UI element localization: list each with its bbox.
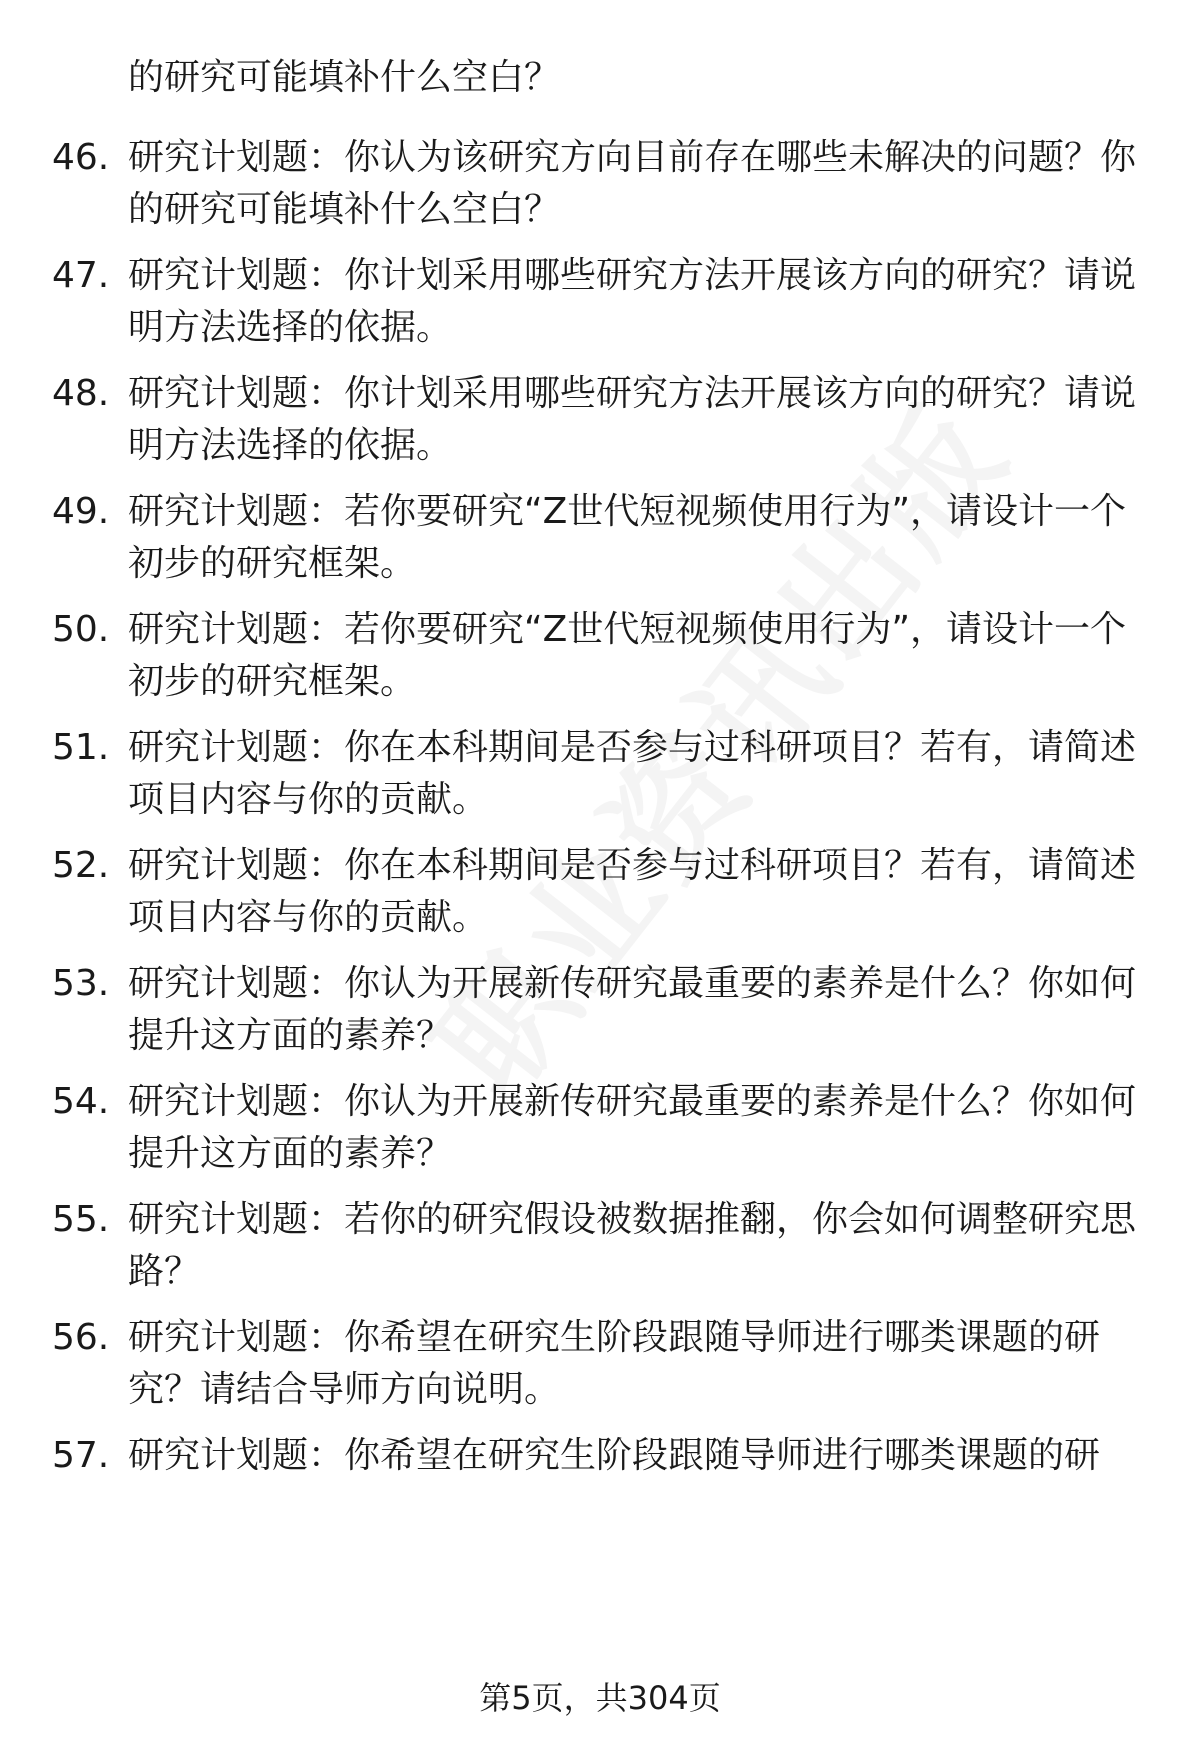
question-text: 研究计划题：若你要研究“Z世代短视频使用行为”，请设计一个初步的研究框架。 bbox=[128, 491, 1126, 584]
question-number: 50. bbox=[52, 609, 110, 650]
question-item bbox=[52, 132, 1152, 236]
question-item bbox=[52, 368, 1152, 472]
question-number: 57. bbox=[52, 1435, 110, 1476]
question-item bbox=[52, 1194, 1152, 1298]
question-text: 研究计划题：你计划采用哪些研究方法开展该方向的研究？请说明方法选择的依据。 bbox=[128, 373, 1137, 466]
question-text: 研究计划题：你认为开展新传研究最重要的素养是什么？你如何提升这方面的素养？ bbox=[128, 963, 1137, 1056]
question-number: 54. bbox=[52, 1081, 110, 1122]
question-text: 研究计划题：你在本科期间是否参与过科研项目？若有，请简述项目内容与你的贡献。 bbox=[128, 845, 1137, 938]
continued-text: 的研究可能填补什么空白？ bbox=[128, 57, 561, 98]
question-text: 研究计划题：你认为开展新传研究最重要的素养是什么？你如何提升这方面的素养？ bbox=[128, 1081, 1137, 1174]
question-item bbox=[52, 250, 1152, 354]
question-text: 研究计划题：若你要研究“Z世代短视频使用行为”，请设计一个初步的研究框架。 bbox=[128, 609, 1126, 702]
question-text: 研究计划题：你希望在研究生阶段跟随导师进行哪类课题的研 bbox=[128, 1435, 1101, 1476]
question-item bbox=[52, 1076, 1152, 1180]
question-number: 56. bbox=[52, 1317, 110, 1358]
page-number: 第5页，共304页 bbox=[479, 1679, 721, 1717]
question-item bbox=[52, 722, 1152, 826]
question-text: 研究计划题：你计划采用哪些研究方法开展该方向的研究？请说明方法选择的依据。 bbox=[128, 255, 1137, 348]
question-item bbox=[52, 486, 1152, 590]
question-text: 研究计划题：你认为该研究方向目前存在哪些未解决的问题？你的研究可能填补什么空白？ bbox=[128, 137, 1137, 230]
question-number: 55. bbox=[52, 1199, 110, 1240]
question-item bbox=[52, 604, 1152, 708]
question-number: 52. bbox=[52, 845, 110, 886]
question-number: 51. bbox=[52, 727, 110, 768]
question-item bbox=[52, 958, 1152, 1062]
question-number: 47. bbox=[52, 255, 110, 296]
question-text: 研究计划题：你希望在研究生阶段跟随导师进行哪类课题的研究？请结合导师方向说明。 bbox=[128, 1317, 1101, 1410]
question-number: 48. bbox=[52, 373, 110, 414]
question-item bbox=[52, 840, 1152, 944]
question-item bbox=[52, 1312, 1152, 1416]
question-text: 研究计划题：你在本科期间是否参与过科研项目？若有，请简述项目内容与你的贡献。 bbox=[128, 727, 1137, 820]
question-item bbox=[52, 1430, 1152, 1482]
question-number: 46. bbox=[52, 137, 110, 178]
question-number: 49. bbox=[52, 491, 110, 532]
question-number: 53. bbox=[52, 963, 110, 1004]
question-text: 研究计划题：若你的研究假设被数据推翻，你会如何调整研究思路？ bbox=[128, 1199, 1137, 1292]
